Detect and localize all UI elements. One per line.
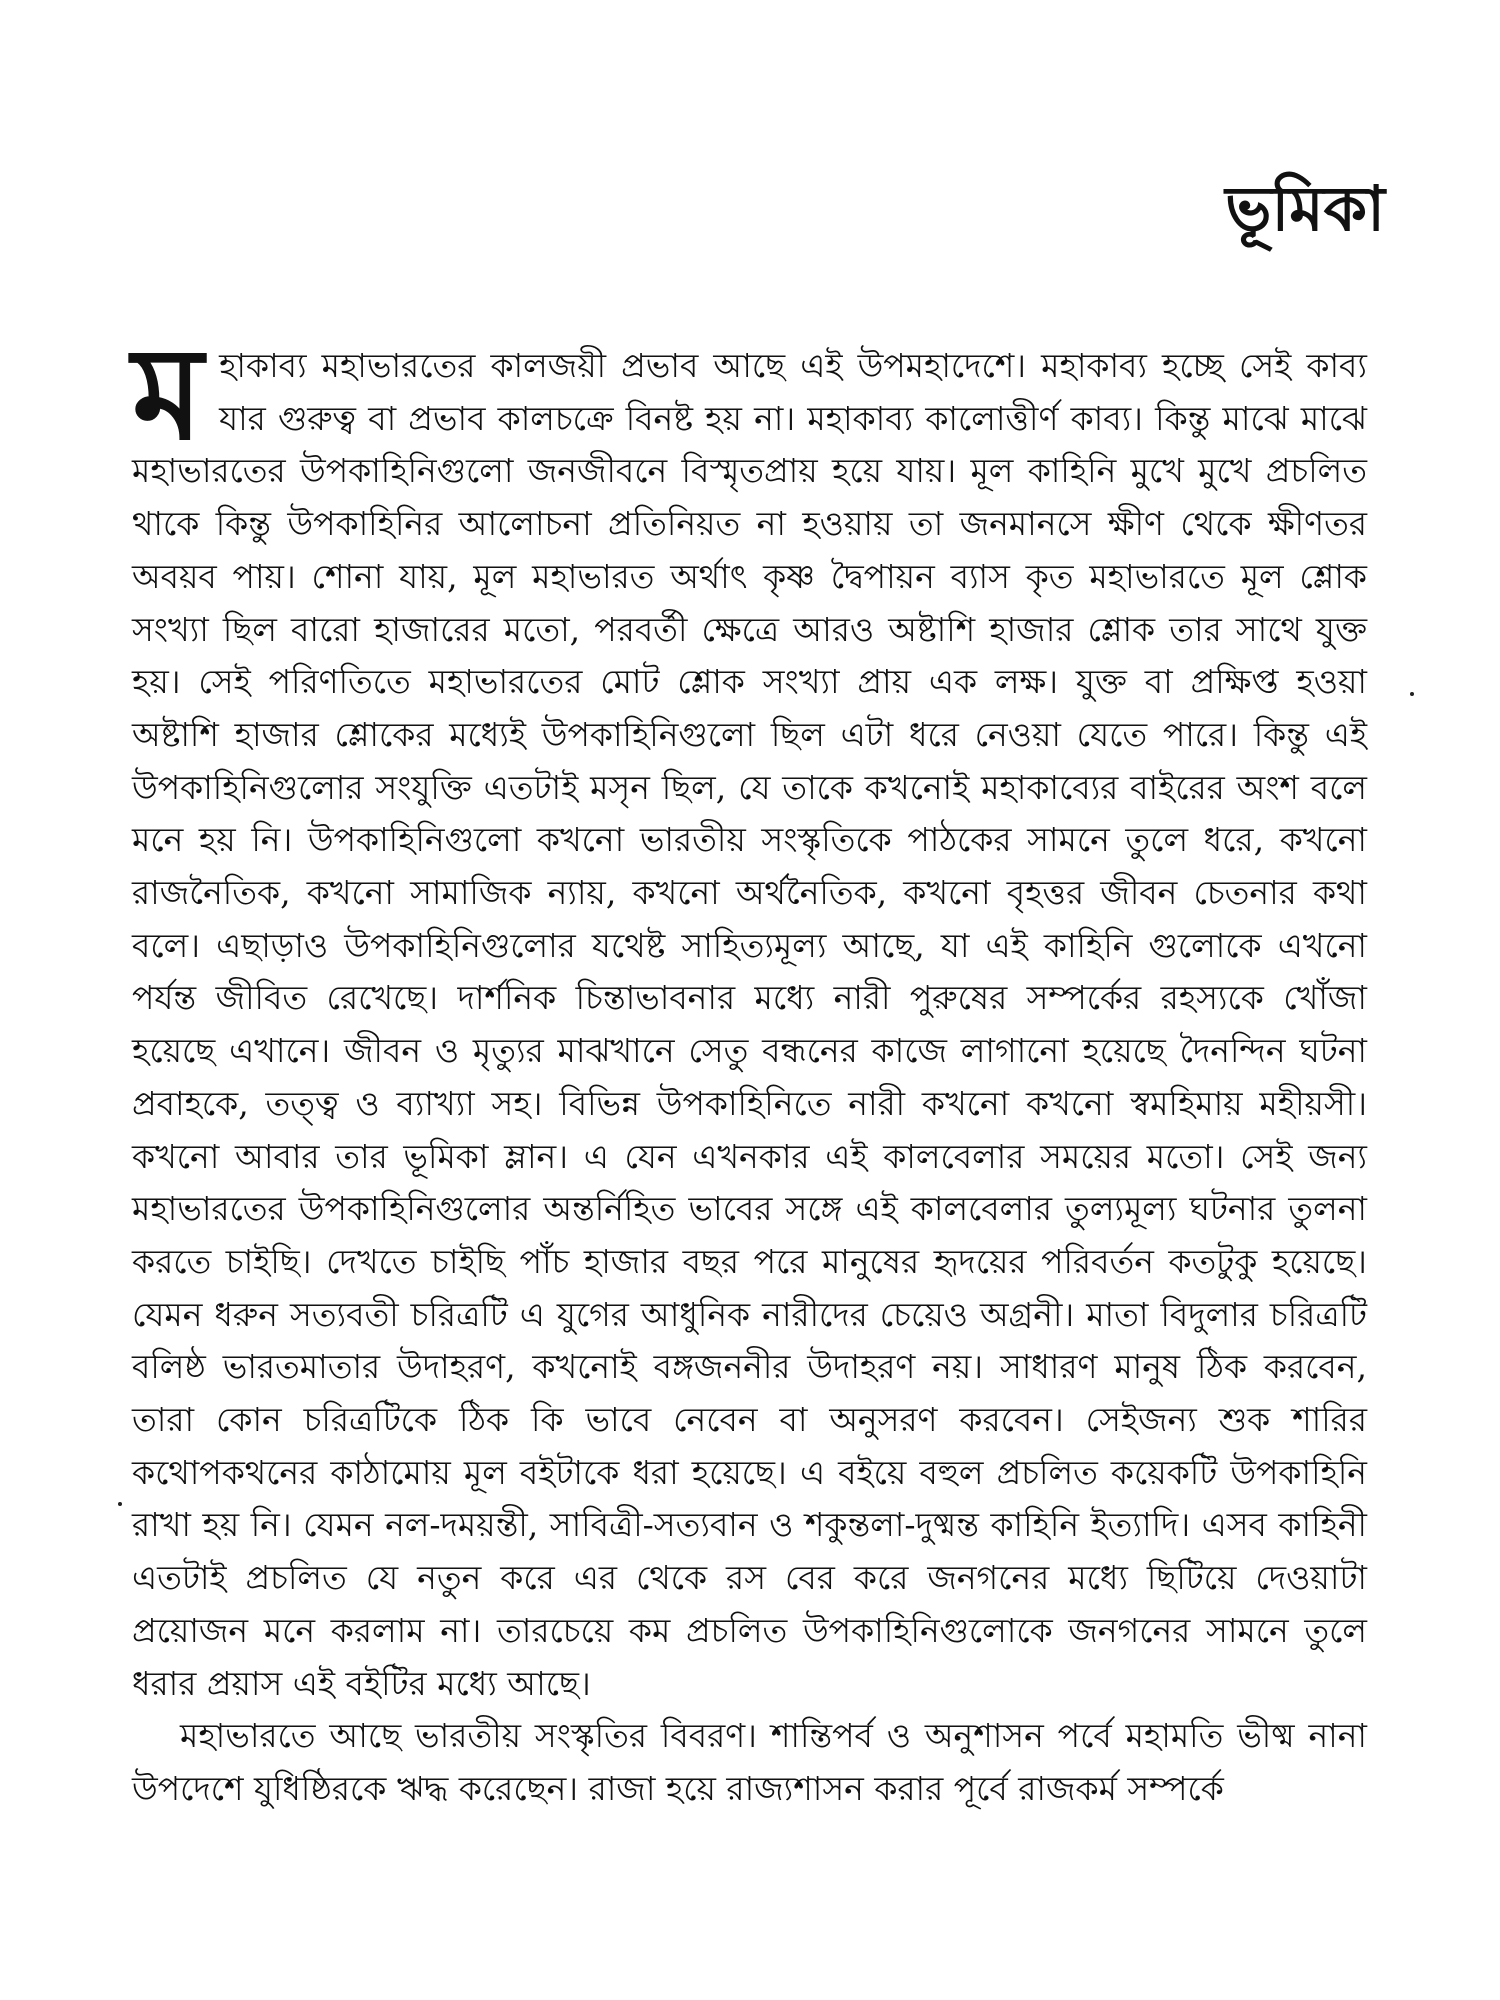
paragraph-1 [132,319,1367,1710]
page-title: ভূমিকা [1225,172,1385,245]
paragraph-2: মহাভারতে আছে ভারতীয় সংস্কৃতির বিবরণ। শান্তিপর্ব ও অনুশাসন পর্বে মহামতি ভীষ্ম নানা উপদেশে যুধিষ্ঠিরকে ঋদ্ধ করেছেন। রাজা হয়ে রাজ্যশাসন করার পূর্বে রাজকর্ম সম্পর্কে [132,1716,1367,1808]
drop-cap: ম [132,319,204,469]
scan-speck [1410,692,1414,696]
scan-speck [118,1502,122,1506]
body-text [132,319,1367,1816]
paragraph-1-text: হাকাব্য মহাভারতের কালজয়ী প্রভাব আছে এই উপমহাদেশে। মহাকাব্য হচ্ছে সেই কাব্য যার গুরুত্ব বা প্রভাব কালচক্রে বিনষ্ট হয় না। মহাকাব্য কালোত্তীর্ণ কাব্য। কিন্তু মাঝে মাঝে মহাভারতের উপকাহিনিগুলো জনজীবনে বিস্মৃতপ্রায় হয়ে যায়। মূল কাহিনি মুখে মুখে প্রচলিত থাকে কিন্তু উপকাহিনির আলোচনা প্রতিনিয়ত না হওয়ায় তা জনমানসে ক্ষীণ থেকে ক্ষীণতর অবয়ব পায়। শোনা যায়, মূল মহাভারত অর্থাৎ কৃষ্ণ দ্বৈপায়ন ব্যাস কৃত মহাভারতে মূল শ্লোক সংখ্যা ছিল বারো হাজারের মতো, পরবর্তী ক্ষেত্রে আরও অষ্টাশি হাজার শ্লোক তার সাথে যুক্ত হয়। সেই পরিণতিতে মহাভারতের মোট শ্লোক সংখ্যা প্রায় এক লক্ষ। যুক্ত বা প্রক্ষিপ্ত হওয়া অষ্টাশি হাজার শ্লোকের মধ্যেই উপকাহিনিগুলো ছিল এটা ধরে নেওয়া যেতে পারে। কিন্তু এই উপকাহিনিগুলোর সংযুক্তি এতটাই মসৃন ছিল, যে তাকে কখনোই মহাকাব্যের বাইরের অংশ বলে মনে হয় নি। উপকাহিনিগুলো কখনো ভারতীয় সংস্কৃতিকে পাঠকের সামনে তুলে ধরে, কখনো রাজনৈতিক, কখনো সামাজিক ন্যায়, কখনো অর্থনৈতিক, কখনো বৃহত্তর জীবন চেতনার কথা বলে। এছাড়াও উপকাহিনিগুলোর যথেষ্ট সাহিত্যমূল্য আছে, যা এই কাহিনি গুলোকে এখনো পর্যন্ত জীবিত রেখেছে। দার্শনিক চিন্তাভাবনার মধ্যে নারী পুরুষের সম্পর্কের রহস্যকে খোঁজা হয়েছে এখানে। জীবন ও মৃত্যুর মাঝখানে সেতু বন্ধনের কাজে লাগানো হয়েছে দৈনন্দিন ঘটনা প্রবাহকে, তত্ত্ব ও ব্যাখ্যা সহ। বিভিন্ন উপকাহিনিতে নারী কখনো কখনো স্বমহিমায় মহীয়সী। কখনো আবার তার ভূমিকা ম্লান। এ যেন এখনকার এই কালবেলার সময়ের মতো। সেই জন্য মহাভারতের উপকাহিনিগুলোর অন্তর্নিহিত ভাবের সঙ্গে এই কালবেলার তুল্যমূল্য ঘটনার তুলনা করতে চাইছি। দেখতে চাইছি পাঁচ হাজার বছর পরে মানুষের হৃদয়ের পরিবর্তন কতটুকু হয়েছে। যেমন ধরুন সত্যবতী চরিত্রটি এ যুগের আধুনিক নারীদের চেয়েও অগ্রনী। মাতা বিদুলার চরিত্রটি বলিষ্ঠ ভারতমাতার উদাহরণ, কখনোই বঙ্গজননীর উদাহরণ নয়। সাধারণ মানুষ ঠিক করবেন, তারা কোন চরিত্রটিকে ঠিক কি ভাবে নেবেন বা অনুসরণ করবেন। সেইজন্য শুক শারির কথোপকথনের কাঠামোয় মূল বইটাকে ধরা হয়েছে। এ বইয়ে বহুল প্রচলিত কয়েকটি উপকাহিনি রাখা হয় নি। যেমন নল-দময়ন্তী, সাবিত্রী-সত্যবান ও শকুন্তলা-দুষ্মন্ত কাহিনি ইত্যাদি। এসব কাহিনী এতটাই প্রচলিত যে নতুন করে এর থেকে রস বের করে জনগনের মধ্যে ছিটিয়ে দেওয়াটা প্রয়োজন মনে করলাম না। তারচেয়ে কম প্রচলিত উপকাহিনিগুলোকে জনগনের সামনে তুলে ধরার প্রয়াস এই বইটির মধ্যে আছে। [132,346,1367,1703]
